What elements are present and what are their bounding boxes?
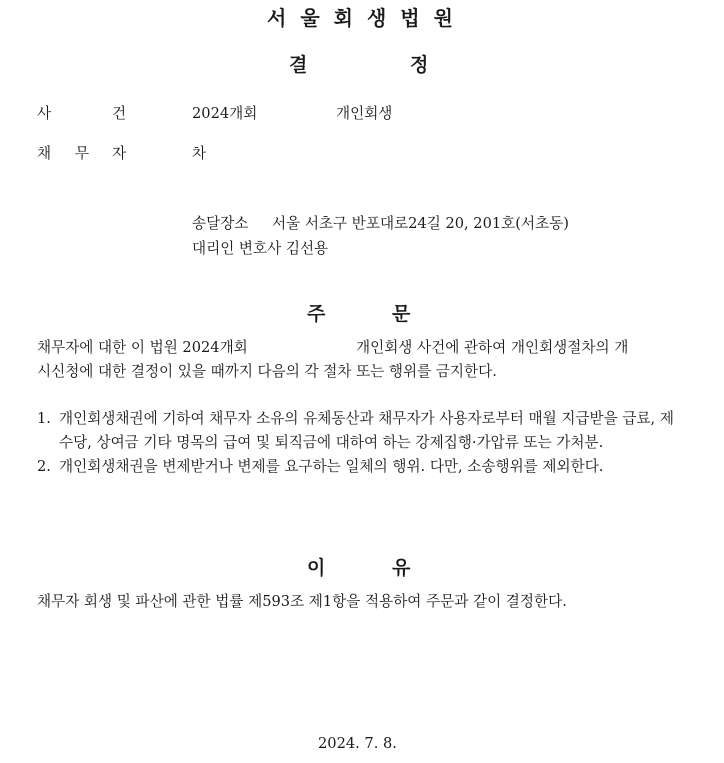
agent: 대리인 변호사 김선용 [192,240,329,257]
case-name: 개인회생 [336,105,393,122]
list-item [37,407,687,455]
court-name: 서울회생법원 [267,6,467,30]
list-item-number: 1. [37,410,51,427]
list-item-text: 개인회생채권을 변제받거나 변제를 요구하는 일체의 행위. 다만, 소송행위를 제외한다. [59,458,604,475]
decision-date: 2024. 7. 8. [318,735,397,752]
service-label: 송달장소 [192,215,249,232]
service-address: 서울 서초구 반포대로24길 20, 201호(서초동) [272,215,569,232]
list-item-number: 2. [37,458,51,475]
reason-heading-left: 이 [307,557,326,579]
doc-type-left: 결 [289,54,308,76]
case-label-1: 사 [37,105,52,122]
order-items [37,407,687,479]
order-intro-line2: 시신청에 대한 결정이 있을 때까지 다음의 각 절차 또는 행위를 금지한다. [37,363,497,380]
order-intro-line1-b: 개인회생 사건에 관하여 개인회생절차의 개 [356,339,629,356]
list-item [37,455,687,479]
order-intro-line1-a: 채무자에 대한 이 법원 2024개회 [37,339,248,356]
debtor-label-1: 채 [37,145,52,162]
reason-text: 채무자 회생 및 파산에 관한 법률 제593조 제1항을 적용하여 주문과 같이 결정한다. [37,593,567,610]
order-heading-right: 문 [392,303,411,325]
debtor-label-3: 자 [112,145,127,162]
reason-heading-right: 유 [392,557,411,579]
case-number: 2024개회 [192,105,258,122]
list-item-text: 개인회생채권에 기하여 채무자 소유의 유체동산과 채무자가 사용자로부터 매월 지급받을 급료, 제수당, 상여금 기타 명목의 급여 및 퇴직금에 대하여 하는 강제집행·가압류 또는 가처분. [59,410,674,451]
doc-type-right: 정 [410,54,429,76]
case-label-2: 건 [112,105,127,122]
debtor-label-2: 무 [75,145,90,162]
debtor-name: 차 [192,145,207,162]
order-heading-left: 주 [307,303,326,325]
